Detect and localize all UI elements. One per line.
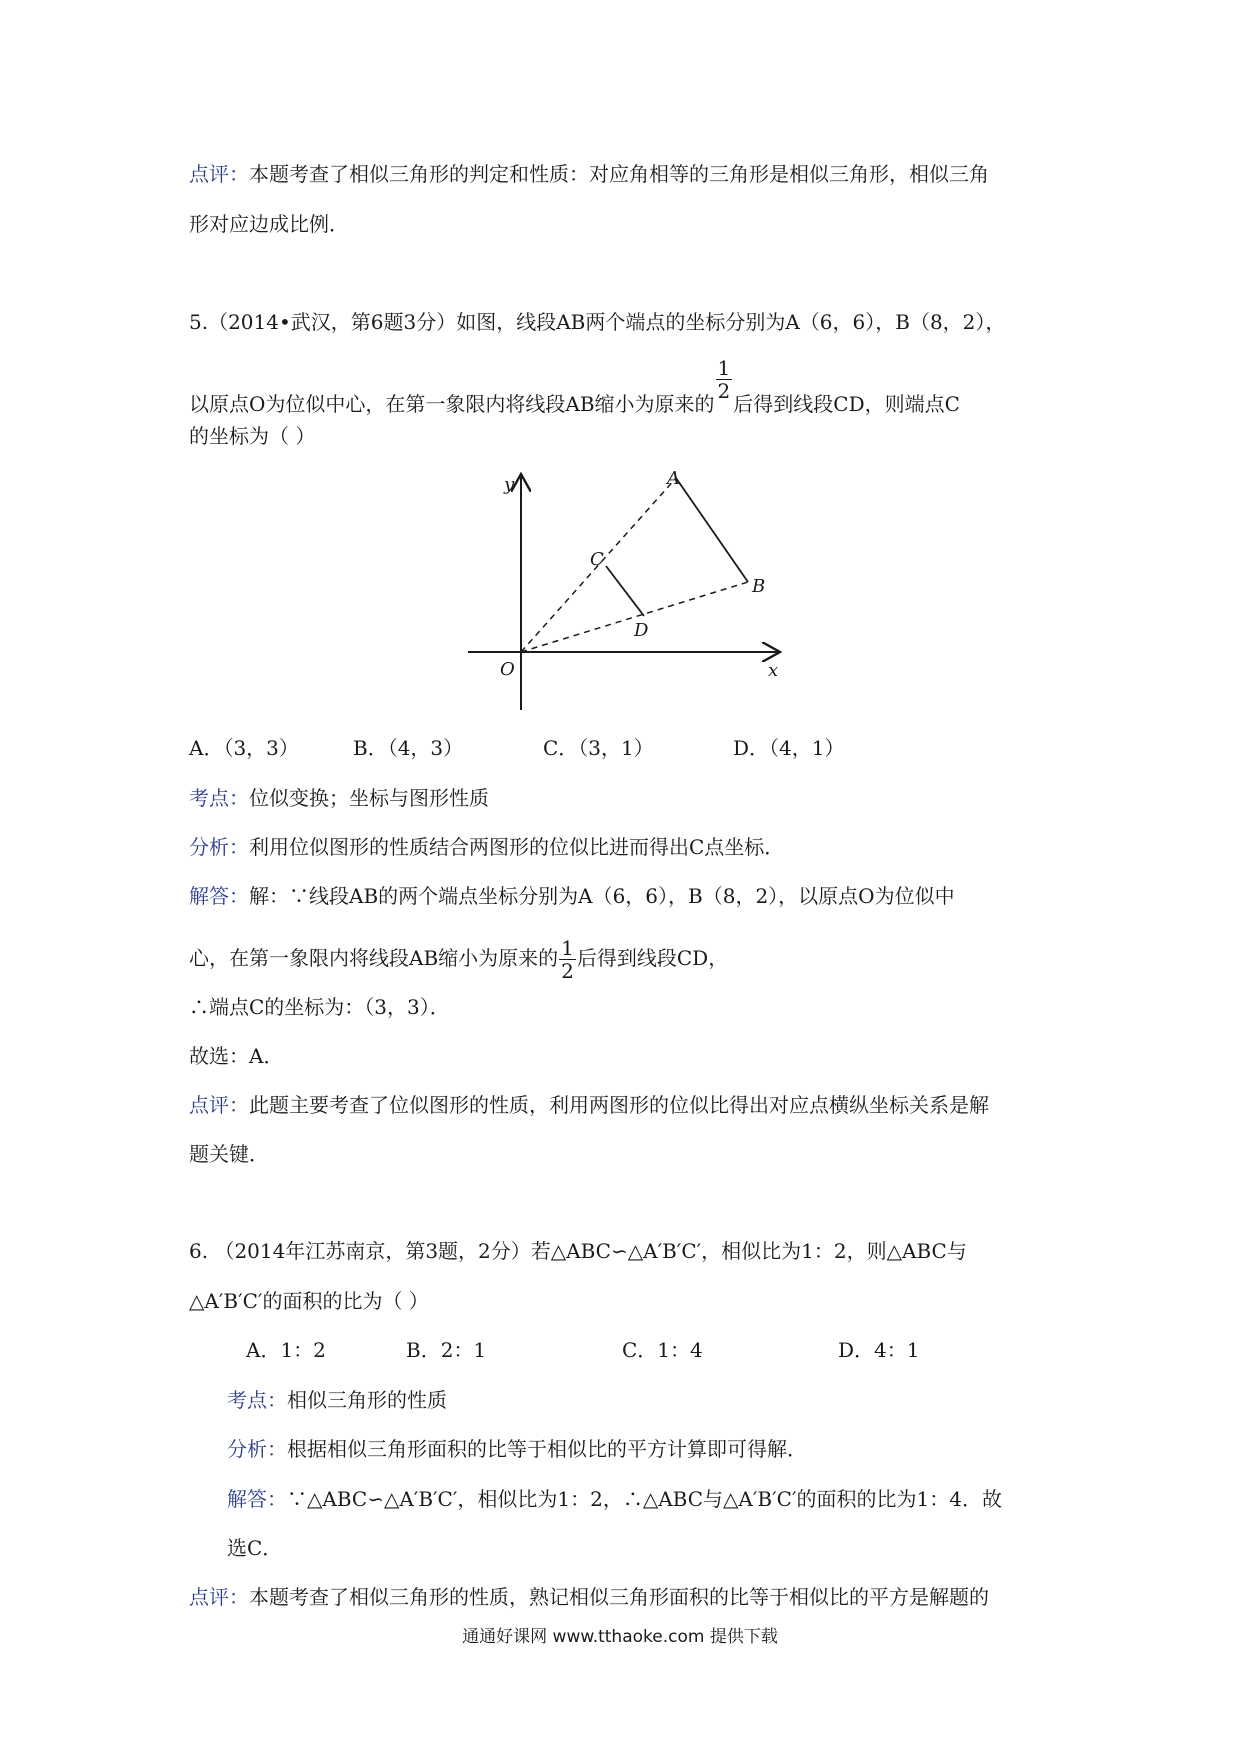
segment-CD [606, 566, 644, 616]
label-y: y [504, 474, 515, 495]
label-x: x [768, 660, 779, 681]
dianping-text-1: 本题考查了相似三角形的性质，熟记相似三角形面积的比等于相似比的平方是解题的 [249, 1585, 989, 1609]
kaodian-tag: 考点： [227, 1388, 287, 1412]
q5-option-c[interactable]: C．（3，1） [543, 736, 654, 760]
label-D: D [634, 620, 649, 641]
q6-fenxi [227, 1437, 807, 1461]
q5-kaodian [189, 786, 489, 810]
jieda-tag: 解答： [189, 884, 249, 908]
fraction-numerator: 1 [717, 356, 731, 380]
label-C: C [590, 549, 604, 570]
q6-option-b[interactable]: B．2：1 [406, 1338, 487, 1362]
q5-option-d[interactable]: D．（4，1） [733, 736, 845, 760]
q5-option-a[interactable]: A．（3，3） [189, 736, 299, 760]
q6-kaodian [227, 1388, 447, 1412]
q5-jieda-line4: 故选：A． [189, 1044, 284, 1068]
kaodian-text: 位似变换；坐标与图形性质 [249, 786, 489, 810]
q5-jieda-fraction [559, 937, 576, 982]
q6-option-a[interactable]: A．1：2 [246, 1338, 326, 1362]
q5-option-b[interactable]: B．（4，3） [353, 736, 464, 760]
q5-dianping-line1 [189, 1093, 989, 1117]
kaodian-text: 相似三角形的性质 [287, 1388, 447, 1412]
q5-stem-line2-a: 以原点O为位似中心，在第一象限内将线段AB缩小为原来的 [189, 392, 715, 416]
fenxi-tag: 分析： [227, 1437, 287, 1461]
q5-jieda-line2 [189, 937, 728, 982]
q6-option-c[interactable]: C．1：4 [622, 1338, 703, 1362]
q6-dianping-line1 [189, 1585, 989, 1609]
q6-stem-line1: 6. （2014年江苏南京，第3题，2分）若△ABC∽△A′B′C′，相似比为1：2，则△ABC与 [189, 1239, 967, 1263]
dianping-text-1: 此题主要考查了位似图形的性质，利用两图形的位似比得出对应点横纵坐标关系是解 [249, 1093, 989, 1117]
label-A: A [667, 468, 680, 489]
q5-options [189, 736, 844, 760]
q6-stem-line2: △A′B′C′的面积的比为（ ） [189, 1289, 429, 1313]
jieda-text-1: ∵△ABC∽△A′B′C′，相似比为1：2，∴△ABC与△A′B′C′的面积的比为1：4．故 [287, 1487, 1002, 1511]
label-B: B [752, 576, 766, 597]
fenxi-text: 利用位似图形的性质结合两图形的位似比进而得出C点坐标． [249, 835, 785, 859]
ray-OB [521, 582, 748, 652]
page-footer: 通通好课网 www.tthaoke.com 提供下载 [462, 1627, 778, 1647]
q5-stem-line1: 5.（2014•武汉，第6题3分）如图，线段AB两个端点的坐标分别为A（6，6），B（8，2）， [189, 310, 1006, 334]
jieda-text-2a: 心，在第一象限内将线段AB缩小为原来的 [189, 946, 559, 970]
q6-jieda-line1 [227, 1487, 1002, 1511]
fenxi-text: 根据相似三角形面积的比等于相似比的平方计算即可得解． [287, 1437, 807, 1461]
q5-stem-line2-b: 后得到线段CD，则端点C [733, 392, 960, 416]
comment-prev-line2: 形对应边成比例． [189, 212, 349, 236]
jieda-text-2b: 后得到线段CD， [576, 946, 729, 970]
q5-jieda-line3: ∴端点C的坐标为：（3，3）． [189, 995, 450, 1019]
comment-text: 本题考查了相似三角形的判定和性质：对应角相等的三角形是相似三角形，相似三角 [249, 162, 989, 186]
jieda-tag: 解答： [227, 1487, 287, 1511]
fraction-denominator: 2 [561, 959, 574, 983]
q6-option-d[interactable]: D．4：1 [838, 1338, 920, 1362]
comment-tag: 点评： [189, 162, 249, 186]
fraction-numerator: 1 [561, 936, 574, 960]
q6-jieda-line2: 选C． [227, 1536, 283, 1560]
label-O: O [500, 659, 515, 680]
fraction-denominator: 2 [717, 379, 731, 403]
jieda-text-1: 解：∵线段AB的两个端点坐标分别为A（6，6），B（8，2），以原点O为位似中 [249, 884, 955, 908]
segment-AB [676, 478, 748, 582]
kaodian-tag: 考点： [189, 786, 249, 810]
q6-options [246, 1338, 919, 1362]
fenxi-tag: 分析： [189, 835, 249, 859]
q5-stem-line3: 的坐标为（ ） [189, 424, 316, 448]
dianping-tag: 点评： [189, 1585, 249, 1609]
q5-dianping-line2: 题关键． [189, 1142, 269, 1166]
q5-jieda-line1 [189, 884, 955, 908]
dianping-tag: 点评： [189, 1093, 249, 1117]
q5-fenxi [189, 835, 784, 859]
